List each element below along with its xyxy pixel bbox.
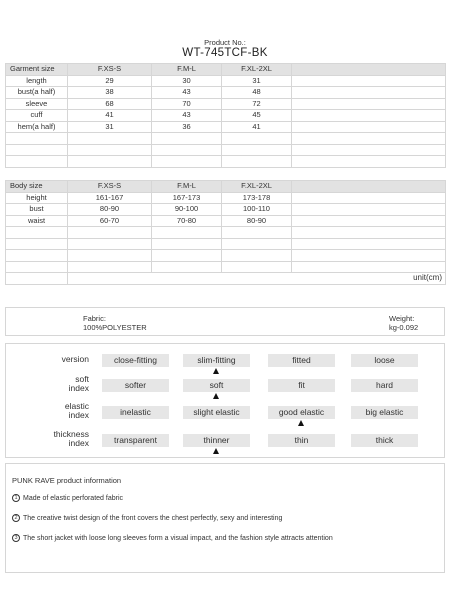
table-cell: 60-70: [68, 215, 152, 227]
empty-row: [6, 133, 446, 145]
info-item: [12, 494, 123, 502]
table-cell: 173-178: [222, 192, 292, 204]
weight-value: kg-0.092: [389, 323, 419, 332]
size-header-xl-2xl: F.XL-2XL: [222, 181, 292, 193]
table-row: [6, 121, 446, 133]
size-header-xs-s: F.XS-S: [68, 64, 152, 76]
weight-label: Weight:: [389, 314, 415, 323]
circled-number-icon: 1: [12, 494, 20, 502]
empty-row: [6, 250, 446, 262]
property-option: [102, 354, 169, 367]
row-label: bust(a half): [6, 87, 68, 99]
table-cell: 43: [152, 87, 222, 99]
option-label: slim-fitting: [197, 355, 236, 365]
property-option: [183, 379, 250, 392]
property-row: [6, 350, 446, 370]
table-cell: 31: [222, 75, 292, 87]
empty-cell: [292, 75, 446, 87]
circled-number-icon: 2: [12, 514, 20, 522]
option-label: hard: [375, 380, 393, 390]
table-cell: 100-110: [222, 204, 292, 216]
property-label: version: [61, 354, 89, 364]
option-label: slight elastic: [193, 407, 240, 417]
empty-row: [6, 238, 446, 250]
selected-indicator-icon: [213, 448, 219, 454]
property-row: [6, 375, 446, 395]
table-row: [6, 87, 446, 99]
property-row: [6, 430, 446, 450]
info-item-text: The short jacket with loose long sleeves form a visual impact, and the fashion style attracts attention: [23, 534, 333, 542]
property-option: [268, 354, 335, 367]
empty-cell: [292, 110, 446, 122]
option-label: fit: [298, 380, 305, 390]
table-cell: 70-80: [152, 215, 222, 227]
property-option: [102, 379, 169, 392]
row-label: sleeve: [6, 98, 68, 110]
size-header-xl-2xl: F.XL-2XL: [222, 64, 292, 76]
row-label: bust: [6, 204, 68, 216]
property-option: [183, 406, 250, 419]
garment-size-table: [5, 63, 446, 168]
info-item-text: Made of elastic perforated fabric: [23, 494, 123, 502]
property-label: elastic index: [64, 401, 89, 420]
table-row: [6, 192, 446, 204]
table-cell: 80-90: [222, 215, 292, 227]
table-row: [6, 204, 446, 216]
product-info-title: PUNK RAVE product information: [12, 476, 122, 485]
table-row: [6, 215, 446, 227]
property-option: [351, 406, 418, 419]
info-item: [12, 534, 333, 542]
row-label: waist: [6, 215, 68, 227]
table-cell: 30: [152, 75, 222, 87]
property-row: [6, 402, 446, 422]
table-row: [6, 98, 446, 110]
option-label: big elastic: [365, 407, 404, 417]
empty-cell: [292, 87, 446, 99]
table-cell: 29: [68, 75, 152, 87]
product-number-label: Product No.:: [204, 38, 246, 47]
table-cell: 72: [222, 98, 292, 110]
table-cell: 48: [222, 87, 292, 99]
garment-size-header: Garment size: [6, 64, 68, 76]
table-cell: 45: [222, 110, 292, 122]
empty-cell: [292, 64, 446, 76]
empty-cell: [292, 215, 446, 227]
option-label: loose: [374, 355, 395, 365]
circled-number-icon: 3: [12, 534, 20, 542]
option-label: close-fitting: [114, 355, 157, 365]
property-index-box: [5, 343, 445, 458]
empty-cell: [292, 204, 446, 216]
empty-row: [6, 144, 446, 156]
table-header-row: [6, 64, 446, 76]
table-cell: 36: [152, 121, 222, 133]
table-cell: 31: [68, 121, 152, 133]
empty-row: [6, 156, 446, 168]
option-label: thick: [375, 435, 394, 445]
fabric-value: 100%POLYESTER: [83, 323, 147, 332]
property-option: [351, 379, 418, 392]
body-size-table: [5, 180, 446, 285]
option-label: inelastic: [120, 407, 151, 417]
selected-indicator-icon: [298, 420, 304, 426]
product-code: WT-745TCF-BK: [182, 47, 268, 59]
property-option: [351, 354, 418, 367]
empty-row: [6, 227, 446, 239]
table-cell: 90-100: [152, 204, 222, 216]
product-info-box: [5, 463, 445, 573]
selected-indicator-icon: [213, 393, 219, 399]
row-label: cuff: [6, 110, 68, 122]
row-label: height: [6, 192, 68, 204]
property-option: [268, 434, 335, 447]
fabric-label: Fabric:: [83, 314, 106, 323]
property-label: thickness index: [53, 429, 89, 448]
option-label: soft: [209, 380, 224, 390]
property-label: soft index: [68, 374, 89, 393]
table-cell: 41: [222, 121, 292, 133]
option-label: transparent: [114, 435, 157, 445]
size-header-xs-s: F.XS-S: [68, 181, 152, 193]
property-option: [183, 434, 250, 447]
table-cell: 80-90: [68, 204, 152, 216]
unit-label: unit(cm): [68, 273, 446, 285]
fabric-info-box: [5, 307, 445, 336]
property-option: [102, 406, 169, 419]
property-option: [102, 434, 169, 447]
body-size-header: Body size: [6, 181, 68, 193]
table-cell: 38: [68, 87, 152, 99]
option-label: fitted: [292, 355, 311, 365]
product-header: [0, 38, 450, 60]
size-header-m-l: F.M-L: [152, 64, 222, 76]
row-label: hem(a half): [6, 121, 68, 133]
table-cell: 70: [152, 98, 222, 110]
option-label: thinner: [203, 435, 230, 445]
option-label: good elastic: [278, 407, 325, 417]
info-item: [12, 514, 282, 522]
empty-cell: [292, 98, 446, 110]
row-label: length: [6, 75, 68, 87]
fabric-info: [83, 314, 147, 332]
table-cell: 41: [68, 110, 152, 122]
property-option: [351, 434, 418, 447]
size-header-m-l: F.M-L: [152, 181, 222, 193]
table-cell: 43: [152, 110, 222, 122]
property-option: [268, 406, 335, 419]
option-label: thin: [294, 435, 309, 445]
table-row: [6, 110, 446, 122]
property-option: [268, 379, 335, 392]
table-header-row: [6, 181, 446, 193]
table-cell: 68: [68, 98, 152, 110]
unit-row: [6, 273, 446, 285]
table-cell: 161-167: [68, 192, 152, 204]
selected-indicator-icon: [213, 368, 219, 374]
info-item-text: The creative twist design of the front covers the chest perfectly, sexy and interesting: [23, 514, 283, 522]
table-row: [6, 75, 446, 87]
empty-row: [6, 261, 446, 273]
empty-cell: [292, 121, 446, 133]
option-label: softer: [124, 380, 147, 390]
empty-cell: [292, 181, 446, 193]
table-cell: 167-173: [152, 192, 222, 204]
empty-cell: [292, 192, 446, 204]
property-option: [183, 354, 250, 367]
weight-info: [389, 314, 418, 332]
